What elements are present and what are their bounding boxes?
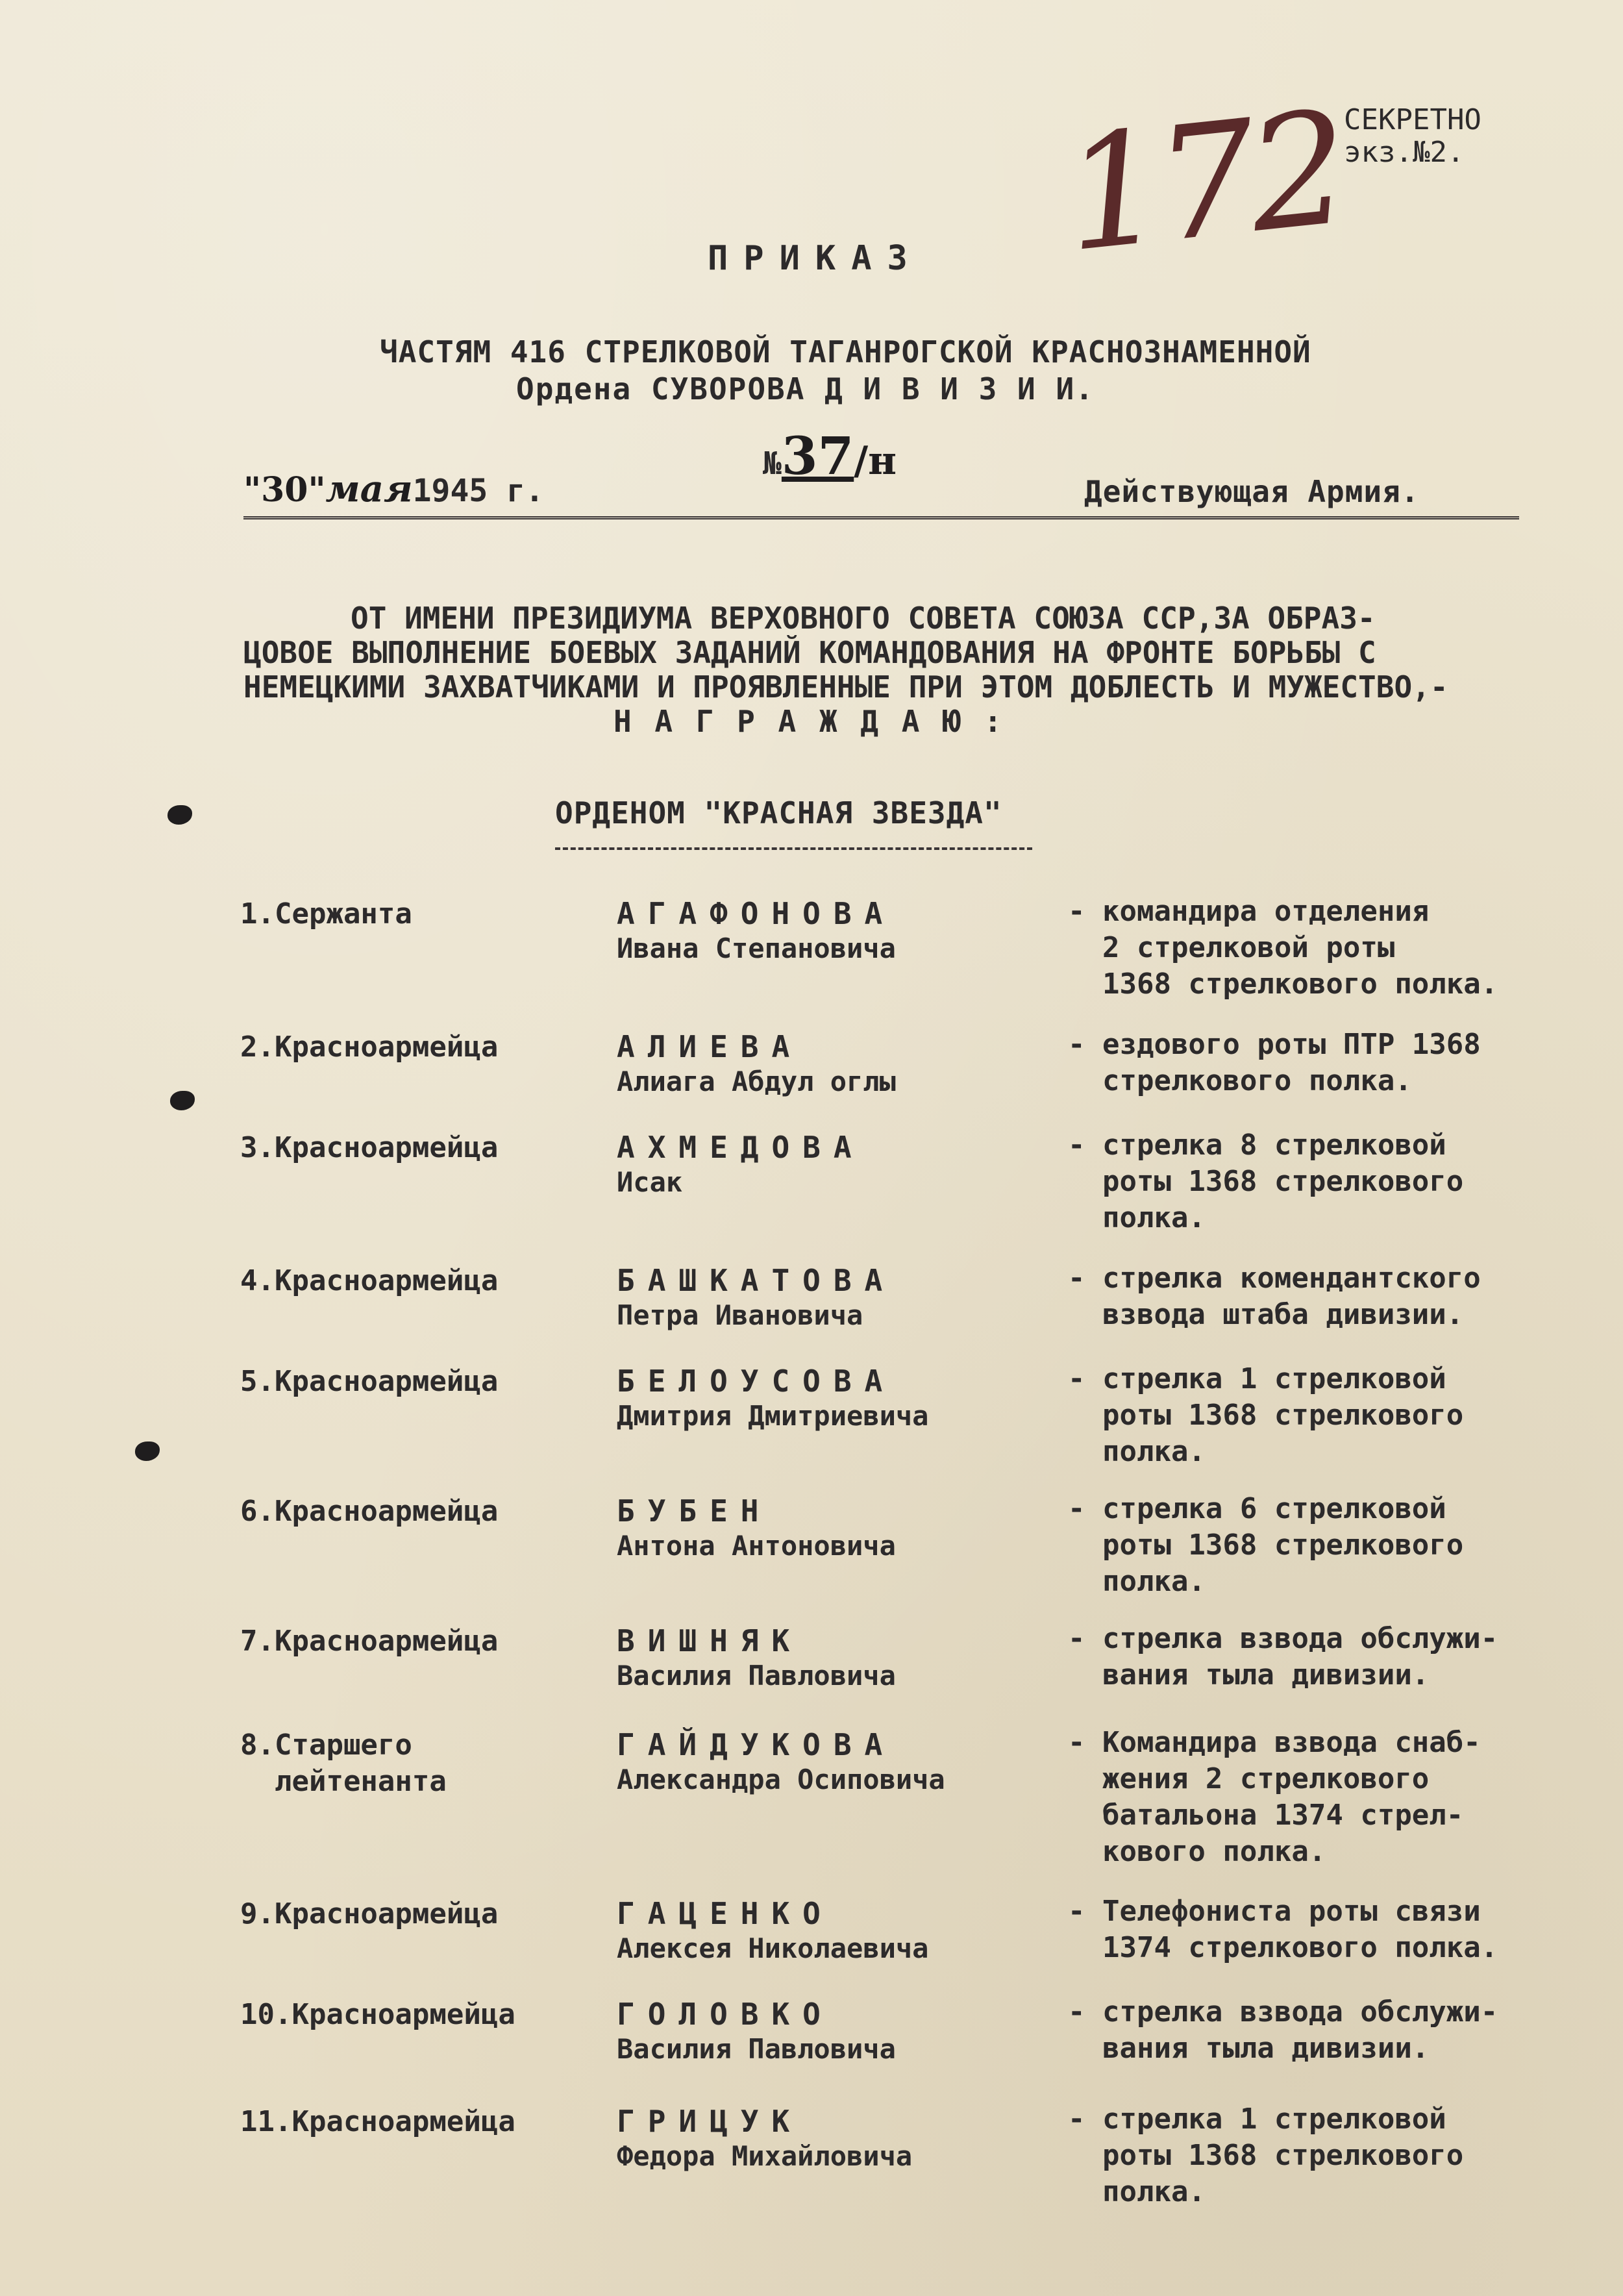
entry-rank: 8.Старшего лейтенанта	[240, 1728, 447, 1798]
entry-rank: 1.Сержанта	[240, 897, 412, 930]
entry-surname: АХМЕДОВА	[617, 1130, 865, 1165]
entry-description: - стрелка 1 стрелковой роты 1368 стрелкового полка.	[1068, 2103, 1464, 2208]
copy-number: экз.№2.	[1344, 136, 1465, 169]
entry-surname: АЛИЕВА	[617, 1029, 803, 1064]
entry-description: - стрелка комендантского взвода штаба дивизии.	[1068, 1262, 1481, 1331]
entry-surname: ГАЦЕНКО	[617, 1896, 834, 1931]
entry-given-name: Василия Павловича	[617, 1660, 896, 1691]
entry-given-name: Федора Михайловича	[617, 2140, 913, 2172]
entry-description: - стрелка 6 стрелковой роты 1368 стрелкового полка.	[1068, 1492, 1464, 1598]
entry-surname: БАШКАТОВА	[617, 1263, 896, 1298]
entry-rank: 4.Красноармейца	[240, 1264, 499, 1297]
handwritten-page-number: 172	[1056, 77, 1352, 287]
preamble-line-3: НЕМЕЦКИМИ ЗАХВАТЧИКАМИ И ПРОЯВЛЕННЫЕ ПРИ ЭТОМ ДОБЛЕСТЬ И МУЖЕСТВО,-	[243, 669, 1448, 705]
entry-description: - стрелка взвода обслужи- вания тыла дивизии.	[1068, 1995, 1498, 2065]
entry-rank: 11.Красноармейца	[240, 2105, 515, 2138]
entry-given-name: Антона Антоновича	[617, 1530, 896, 1562]
entry-rank: 3.Красноармейца	[240, 1131, 499, 1164]
entry-given-name: Александра Осиповича	[617, 1764, 945, 1795]
entry-given-name: Василия Павловича	[617, 2033, 896, 2065]
entry-rank: 10.Красноармейца	[240, 1998, 515, 2031]
entry-description: - командира отделения 2 стрелковой роты 1368 стрелкового полка.	[1068, 895, 1498, 1001]
heading-line-2: Ордена СУВОРОВА Д И В И З И И.	[516, 371, 1095, 406]
entry-description: - стрелка 8 стрелковой роты 1368 стрелкового полка.	[1068, 1129, 1464, 1234]
entry-rank: 2.Красноармейца	[240, 1030, 499, 1064]
entry-rank: 5.Красноармейца	[240, 1365, 499, 1398]
header-divider	[243, 516, 1519, 519]
entry-description: - стрелка взвода обслужи- вания тыла дивизии.	[1068, 1622, 1498, 1691]
order-number-suffix: /н	[854, 438, 897, 484]
order-number-prefix: №	[763, 445, 782, 482]
date-year: 1945 г.	[412, 473, 544, 509]
award-title: ОРДЕНОМ "КРАСНАЯ ЗВЕЗДА"	[555, 795, 1002, 830]
order-number-value: 37	[781, 425, 854, 486]
entry-description: - ездового роты ПТР 1368 стрелкового полка.	[1068, 1028, 1481, 1097]
date-day: "30"	[243, 470, 326, 510]
entry-given-name: Алиага Абдул оглы	[617, 1066, 896, 1097]
secrecy-stamp	[1344, 104, 1481, 169]
punch-hole	[170, 1091, 195, 1110]
entry-surname: АГАФОНОВА	[617, 896, 896, 931]
heading-line-1: ЧАСТЯМ 416 СТРЕЛКОВОЙ ТАГАНРОГСКОЙ КРАСНОЗНАМЕННОЙ	[380, 334, 1311, 369]
entry-surname: БЕЛОУСОВА	[617, 1364, 896, 1399]
date-month: мая	[325, 468, 413, 510]
entry-rank: 6.Красноармейца	[240, 1495, 499, 1528]
entry-surname: ГАЙДУКОВА	[617, 1727, 896, 1762]
punch-hole	[167, 805, 192, 825]
entry-rank: 9.Красноармейца	[240, 1897, 499, 1930]
entry-surname: ГРИЦУК	[617, 2104, 803, 2139]
preamble-line-4: Н А Г Р А Ж Д А Ю :	[613, 704, 1005, 739]
entry-description: - стрелка 1 стрелковой роты 1368 стрелкового полка.	[1068, 1362, 1464, 1468]
entry-rank: 7.Красноармейца	[240, 1625, 499, 1658]
entry-description: - Телефониста роты связи 1374 стрелкового полка.	[1068, 1895, 1498, 1964]
entry-given-name: Петра Ивановича	[617, 1299, 863, 1331]
entry-given-name: Исак	[617, 1166, 683, 1198]
place-label: Действующая Армия.	[1084, 474, 1420, 509]
entry-surname: БУБЕН	[617, 1493, 772, 1529]
punch-hole	[135, 1441, 160, 1461]
entry-surname: ГОЛОВКО	[617, 1997, 834, 2032]
order-number	[763, 425, 897, 486]
entry-given-name: Дмитрия Дмитриевича	[617, 1400, 929, 1432]
order-date	[243, 468, 544, 510]
entry-surname: ВИШНЯК	[617, 1623, 803, 1658]
document-title: ПРИКАЗ	[708, 239, 923, 278]
entry-given-name: Ивана Степановича	[617, 932, 896, 964]
award-title-underline	[555, 847, 1032, 850]
entry-given-name: Алексея Николаевича	[617, 1932, 929, 1964]
secrecy-label: СЕКРЕТНО	[1344, 103, 1481, 136]
preamble-line-2: ЦОВОЕ ВЫПОЛНЕНИЕ БОЕВЫХ ЗАДАНИЙ КОМАНДОВАНИЯ НА ФРОНТЕ БОРЬБЫ С	[243, 635, 1376, 670]
preamble-line-1: ОТ ИМЕНИ ПРЕЗИДИУМА ВЕРХОВНОГО СОВЕТА СОЮЗА ССР,ЗА ОБРАЗ-	[351, 601, 1376, 636]
entry-description: - Командира взвода снаб- жения 2 стрелкового батальона 1374 стрел- кового полка.	[1068, 1726, 1481, 1868]
